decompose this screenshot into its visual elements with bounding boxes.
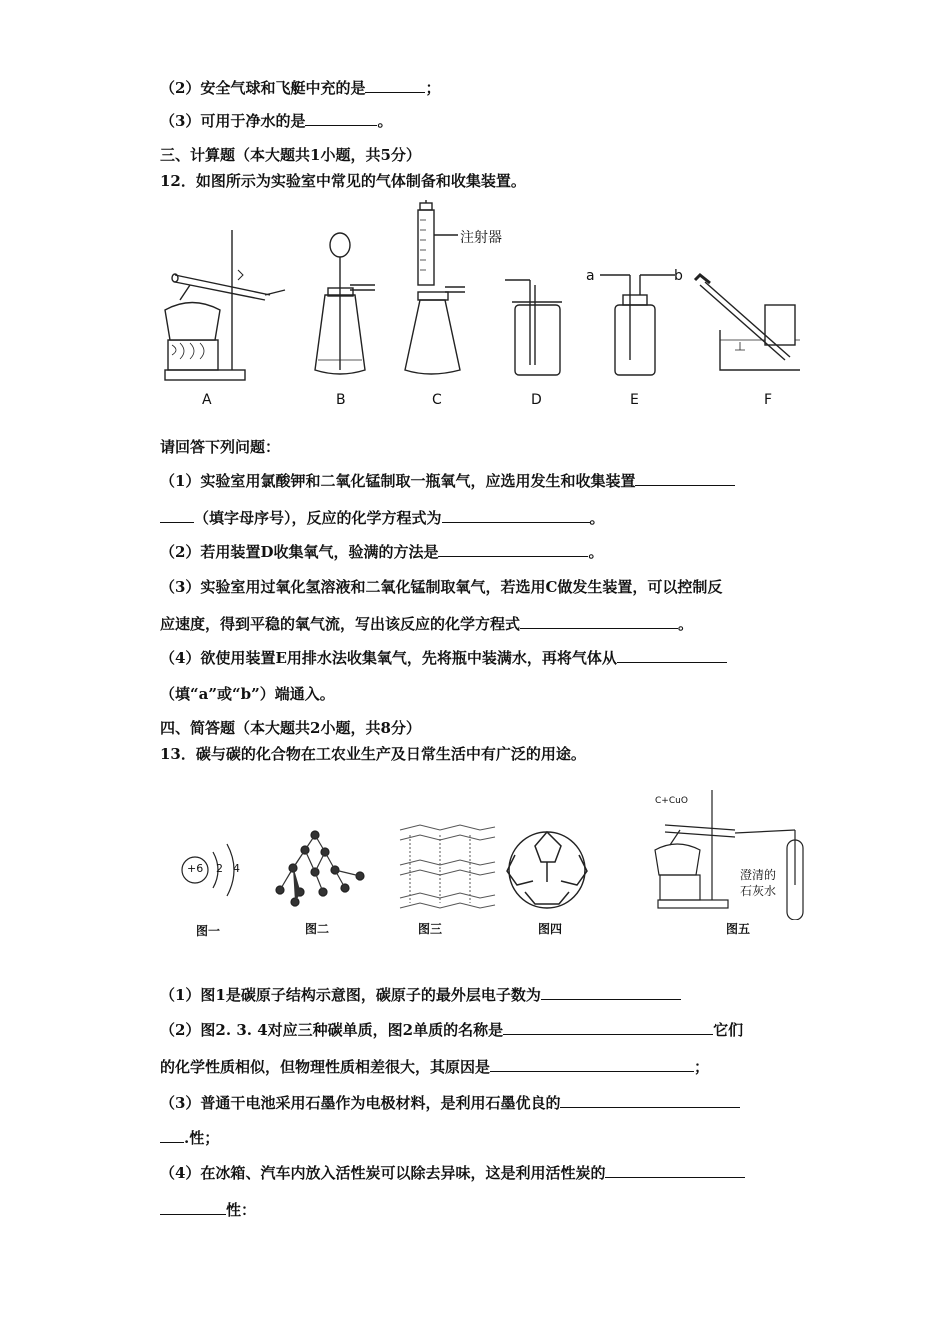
q12-4-line-b: （填“a”或“b”）端通入。 — [160, 685, 335, 703]
answer-blank[interactable] — [617, 648, 727, 663]
shell2-label: 4 — [233, 862, 240, 875]
graphite-structure — [400, 825, 495, 908]
answer-blank[interactable] — [442, 508, 590, 523]
q13-3-line-b: .性； — [160, 1128, 219, 1148]
label-b: B — [336, 392, 346, 408]
limewater-label-1: 澄清的 — [740, 868, 777, 882]
answer-blank[interactable] — [160, 1200, 226, 1215]
port-a-label: a — [586, 268, 595, 284]
q13-2-line-b: 的化学性质相似，但物理性质相差很大，其原因是 ； — [160, 1058, 710, 1076]
answer-blank[interactable] — [635, 471, 735, 486]
q12-1-line-b: （填字母序号），反应的化学方程式为 。 — [160, 508, 605, 528]
fig5-reactant-label: C+CuO — [655, 796, 688, 806]
answer-blank[interactable] — [520, 614, 678, 629]
fig4-caption: 图四 — [538, 922, 563, 936]
answer-blank[interactable] — [365, 78, 425, 93]
syringe-label: 注射器 — [460, 230, 502, 246]
nucleus-label: +6 — [187, 862, 204, 875]
fig1-caption: 图一 — [196, 924, 221, 938]
reduction-apparatus — [655, 790, 803, 920]
fig3-caption: 图三 — [418, 922, 443, 936]
apparatus-f — [695, 275, 800, 370]
label-c: C — [432, 392, 442, 408]
shell1-label: 2 — [216, 862, 223, 875]
q12-1-line-a: （1）实验室用氯酸钾和二氧化锰制取一瓶氧气，应选用发生和收集装置 — [160, 471, 735, 491]
diamond-structure — [276, 831, 364, 906]
answer-blank[interactable] — [160, 508, 194, 523]
q11-2-line: （2）安全气球和飞艇中充的是 ； — [160, 79, 441, 97]
answer-blank[interactable] — [605, 1163, 745, 1178]
q13-3-line-a: （3）普通干电池采用石墨作为电极材料，是利用石墨优良的 — [160, 1093, 740, 1113]
answer-blank[interactable] — [490, 1057, 694, 1072]
answer-blank[interactable] — [438, 542, 588, 557]
c60-structure — [507, 832, 587, 908]
label-e: E — [630, 392, 639, 408]
q12-4-line-a: （4）欲使用装置E用排水法收集氧气，先将瓶中装满水，再将气体从 — [160, 648, 727, 668]
apparatus-b — [315, 233, 375, 374]
apparatus-a — [165, 230, 285, 380]
answer-blank[interactable] — [560, 1093, 740, 1108]
apparatus-d — [505, 280, 562, 375]
fig5-caption: 图五 — [726, 922, 751, 936]
section-4-heading: 四、简答题（本大题共2小题，共8分） — [160, 719, 421, 737]
question-12: 12．如图所示为实验室中常见的气体制备和收集装置。 — [160, 172, 526, 190]
answer-blank[interactable] — [503, 1020, 713, 1035]
apparatus-c — [405, 200, 465, 374]
q11-3-line: （3）可用于净水的是 。 — [160, 112, 393, 130]
q12-3-line-b: 应速度，得到平稳的氧气流，写出该反应的化学方程式 。 — [160, 615, 694, 633]
answer-blank[interactable] — [541, 985, 681, 1000]
fig2-caption: 图二 — [305, 922, 330, 936]
answer-blank[interactable] — [305, 111, 377, 126]
ask-line: 请回答下列问题： — [160, 438, 281, 456]
q13-1-line: （1）图1是碳原子结构示意图，碳原子的最外层电子数为 — [160, 985, 681, 1005]
apparatus-e — [600, 275, 675, 375]
question-13: 13．碳与碳的化合物在工农业生产及日常生活中有广泛的用途。 — [160, 745, 586, 763]
label-a: A — [202, 392, 212, 408]
limewater-label-2: 石灰水 — [740, 884, 777, 898]
q12-3-line-a: （3）实验室用过氧化氢溶液和二氧化锰制取氧气，若选用C做发生装置，可以控制反 — [160, 578, 723, 596]
label-d: D — [531, 392, 542, 408]
port-b-label: b — [674, 268, 683, 284]
answer-blank[interactable] — [160, 1128, 184, 1143]
q12-2-line: （2）若用装置D收集氧气，验满的方法是 。 — [160, 543, 604, 561]
label-f: F — [764, 392, 773, 408]
q13-4-line-a: （4）在冰箱、汽车内放入活性炭可以除去异味，这是利用活性炭的 — [160, 1163, 745, 1183]
q13-4-line-b: 性： — [160, 1200, 256, 1220]
q13-2-line-a: （2）图2. 3. 4对应三种碳单质，图2单质的名称是 它们 — [160, 1021, 744, 1039]
carbon-figures — [175, 780, 815, 920]
section-3-heading: 三、计算题（本大题共1小题，共5分） — [160, 146, 421, 164]
